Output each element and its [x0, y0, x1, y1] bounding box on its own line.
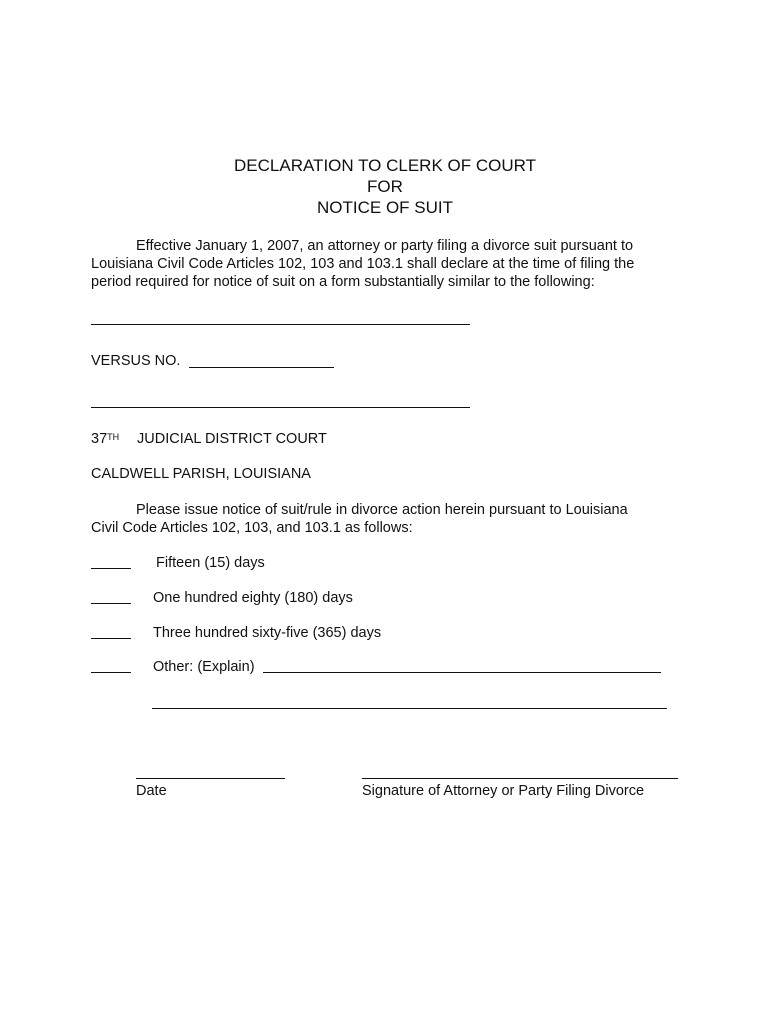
title-line-1: DECLARATION TO CLERK OF COURT [234, 156, 536, 175]
title-line-3: NOTICE OF SUIT [317, 198, 453, 217]
intro-line-3: period required for notice of suit on a form substantially similar to the following: [91, 274, 595, 290]
intro-line-2: Louisiana Civil Code Articles 102, 103 and 103.1 shall declare at the time of filing the [91, 256, 635, 272]
request-line-1: Please issue notice of suit/rule in divorce action herein pursuant to Louisiana [136, 502, 628, 518]
date-field[interactable] [136, 778, 285, 779]
option-180-days-label: One hundred eighty (180) days [153, 590, 353, 606]
option-other-label: Other: (Explain) [153, 659, 255, 675]
court-name: JUDICIAL DISTRICT COURT [137, 431, 327, 447]
other-explain-field-continued[interactable] [152, 708, 667, 709]
plaintiff-name-field[interactable] [91, 324, 470, 325]
versus-label: VERSUS NO. [91, 353, 181, 369]
parish-name: CALDWELL PARISH, LOUISIANA [91, 466, 311, 482]
option-365-days-label: Three hundred sixty-five (365) days [153, 625, 382, 641]
defendant-name-field[interactable] [91, 407, 470, 408]
option-15-days-blank[interactable] [91, 568, 131, 569]
case-number-field[interactable] [189, 367, 334, 368]
district-suffix: TH [107, 432, 120, 442]
other-explain-field[interactable] [263, 672, 661, 673]
signature-label: Signature of Attorney or Party Filing Divorce [362, 783, 645, 799]
title-line-2: FOR [367, 177, 403, 196]
option-180-days-blank[interactable] [91, 603, 131, 604]
request-line-2: Civil Code Articles 102, 103, and 103.1 as follows: [91, 520, 413, 536]
date-label: Date [136, 783, 167, 799]
option-other-blank[interactable] [91, 672, 131, 673]
option-15-days-label: Fifteen (15) days [156, 555, 265, 571]
district-number: 37TH [91, 431, 120, 447]
intro-line-1: Effective January 1, 2007, an attorney or party filing a divorce suit pursuant to [136, 238, 634, 254]
signature-field[interactable] [362, 778, 678, 779]
option-365-days-blank[interactable] [91, 638, 131, 639]
